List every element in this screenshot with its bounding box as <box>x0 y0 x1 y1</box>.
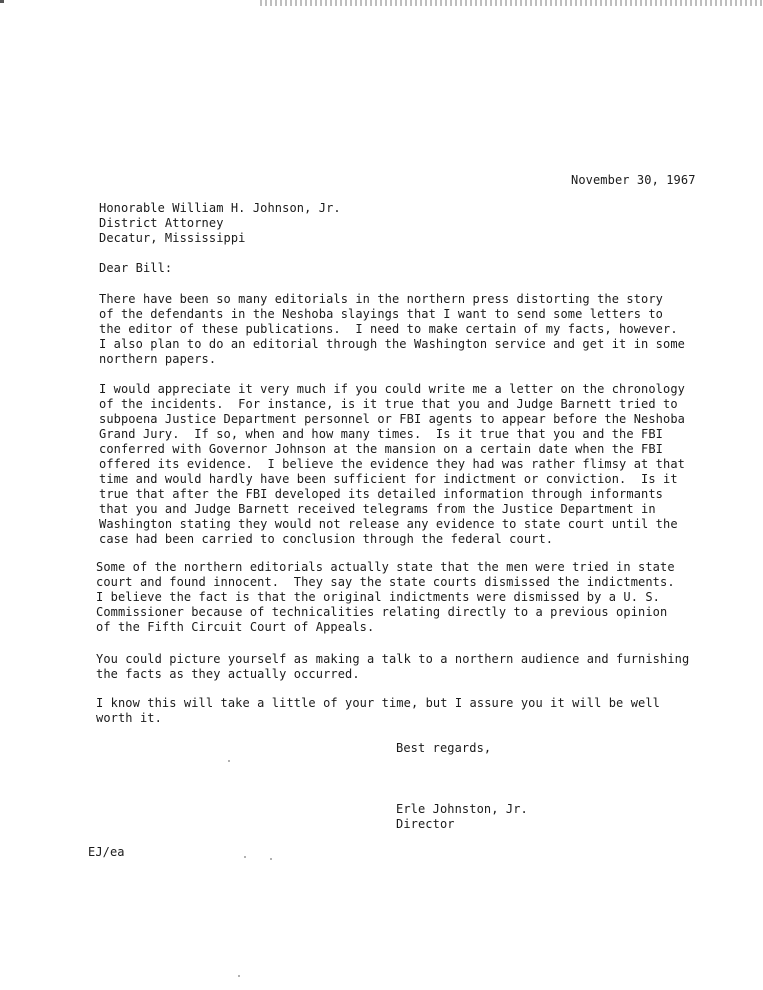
body-paragraph-3: Some of the northern editorials actually state that the men were tried in state court and found innocent. They say the state courts dismissed the indictments. I believe the fact is that the original indictments were dismissed by a U. S. Commissioner because of technicalities relating directly to a previous opinion of the Fifth Circuit Court of Appeals. <box>96 560 675 634</box>
scan-speck <box>228 760 230 762</box>
scan-speck <box>238 975 240 977</box>
scan-speck <box>270 858 272 860</box>
scan-artifact-top <box>260 0 763 6</box>
body-paragraph-2: I would appreciate it very much if you could write me a letter on the chronology of the incidents. For instance, is it true that you and Judge Barnett tried to subpoena Justice Department personnel or FBI agents to appear before the Neshoba Grand Jury. If so, when and how many times. Is it true that you and the FBI conferred with Governor Johnson at the mansion on a certain date when the FBI offered its evidence. I believe the evidence they had was rather flimsy at that time and would hardly have been sufficient for indictment or conviction. Is it true that after the FBI developed its detailed information through informants that you and Judge Barnett received telegrams from the Justice Department in Washington stating they would not release any evidence to state court until the case had been carried to conclusion through the federal court. <box>99 382 685 546</box>
recipient-address: Honorable William H. Johnson, Jr. District Attorney Decatur, Mississippi <box>99 201 341 245</box>
scan-speck <box>244 856 246 858</box>
salutation: Dear Bill: <box>99 261 173 275</box>
signature-block: Erle Johnston, Jr. Director <box>396 802 528 831</box>
letter-date: November 30, 1967 <box>571 173 696 187</box>
closing: Best regards, <box>396 741 492 755</box>
scan-artifact-corner <box>0 0 4 3</box>
body-paragraph-1: There have been so many editorials in the northern press distorting the story of the defendants in the Neshoba slayings that I want to send some letters to the editor of these publications. I need to make certain of my facts, however. I also plan to do an editorial through the Washington service and get it in some northern papers. <box>99 292 685 366</box>
body-paragraph-4: You could picture yourself as making a talk to a northern audience and furnishing the facts as they actually occurred. <box>96 652 690 681</box>
typist-initials: EJ/ea <box>88 845 125 859</box>
body-paragraph-5: I know this will take a little of your time, but I assure you it will be well worth it. <box>96 696 660 725</box>
